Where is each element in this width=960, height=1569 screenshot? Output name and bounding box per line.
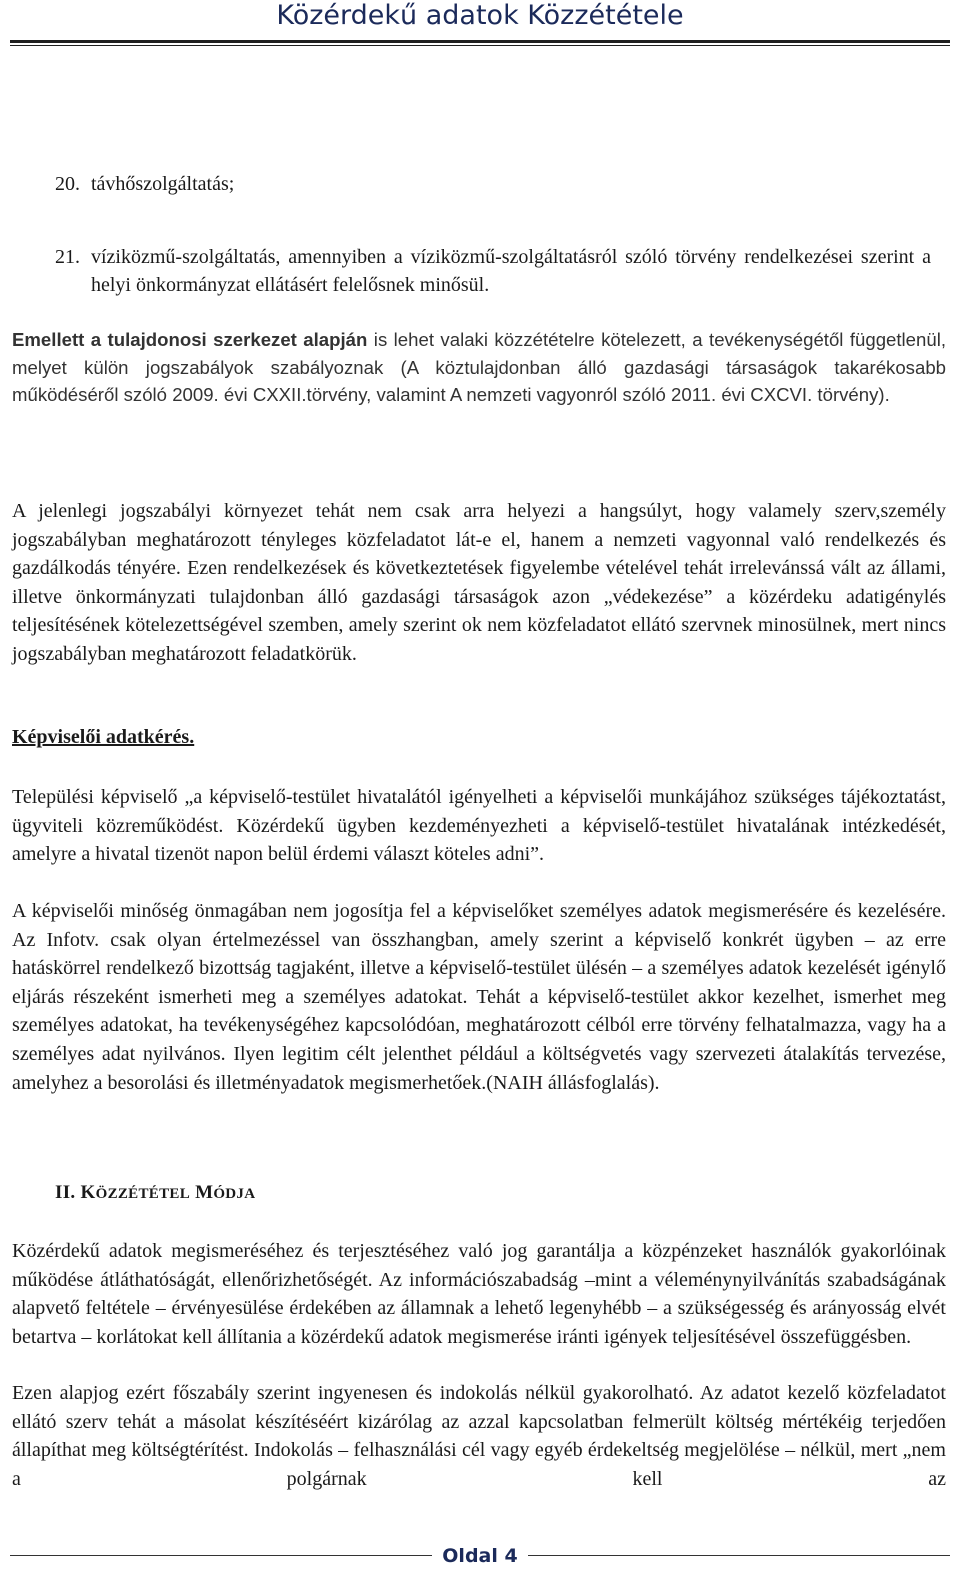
subheading-representative: Képviselői adatkérés. xyxy=(12,726,195,748)
paragraph-public-data-right: Közérdekű adatok megismeréséhez és terjesztéséhez való jog garantálja a közpénzeket használók gyakorlóinak működése átláthatóságát, ellenőrizhetőségét. Az információszabadság –mint a véleménynyilvánítás szabadságának alapvető feltétele – érvényesülése érdekében az államnak a lehető legenyhébb – a szükségesség és arányosság elvét betartva – korlátokat kell állítania a közérdekű adatok megismerése iránti igények teljesítésével összefüggésben. xyxy=(12,1240,946,1348)
section-title-rest-2: ÓDJA xyxy=(213,1186,256,1202)
paragraph-representative-quality: A képviselői minőség önmagában nem jogosítja fel a képviselőket személyes adatok megismerésére és kezelésére. Az Infotv. csak olyan értelmezéssel van összhangban, amely szerint a képviselő konkrét ügyben – az erre hatáskörrel rendelkező bizottság tagjaként, illetve a képviselő-testület ülésén – a személyes adatok kezelését igénylő eljárás részeként ismerheti meg a személyes adatokat. Tehát a képviselő-testület akkor kezelhet, ismerhet meg személyes adatokat, ha tevékenységéhez kapcsolódóan, meghatározott célból erre törvény felhatalmazza, vagy ha a személyes adat nyilvános. Ilyen legitim célt jelenthet például a költségvetés vagy szervezeti átalakítás tervezése, amelyhez a besorolási és illetményadatok megismerhetőek.(NAIH állásfoglalás). xyxy=(12,900,946,1094)
section-cap-k: K xyxy=(80,1182,96,1203)
paragraph-ownership xyxy=(12,326,946,409)
list-text: távhőszolgáltatás; xyxy=(91,173,235,195)
paragraph-bold-lead: Emellett a tulajdonosi szerkezet alapján xyxy=(12,329,368,350)
section-title-rest-1: ÖZZÉTÉTEL xyxy=(95,1186,191,1202)
paragraph-representative-request: Települési képviselő „a képviselő-testület hivatalától igényelheti a képviselői munkájához szükséges tájékoztatást, ügyviteli közreműködést. Közérdekű ügyben kezdeményezheti a képviselő-testület hivatalának intézkedését, amelyre a hivatal tizenöt napon belül érdemi választ köteles adni”. xyxy=(12,786,946,866)
header-title: Közérdekű adatok Közzététele xyxy=(276,0,684,31)
header-rule-thin xyxy=(10,45,950,46)
list-number: 20. xyxy=(55,173,80,195)
page-header xyxy=(0,0,960,44)
page-footer xyxy=(0,1545,960,1567)
section-cap-m: M xyxy=(195,1182,214,1203)
paragraph-legal-environment: A jelenlegi jogszabályi környezet tehát nem csak arra helyezi a hangsúlyt, hogy valamely szerv,személy jogszabályban meghatározott tényleges közfeladatot lát-e el, hanem a nemzeti vagyonnal való rendelkezés és gazdálkodás tényére. Ezen rendelkezések és következtetések figyelembe vételével tehát irrelevánssá vált az állami, illetve önkormányzati tulajdonban álló gazdasági társaságok azon „védekezése” a közérdeku adatigénylés teljesítésének kötelezettségével szemben, amely szerint ok nem közfeladatot ellátó szervnek minosülnek, mert nincs jogszabályban meghatározott feladatkörük. xyxy=(12,500,946,665)
section-heading xyxy=(55,1182,255,1204)
header-rule xyxy=(10,40,950,43)
paragraph-free-of-charge: Ezen alapjog ezért főszabály szerint ingyenesen és indokolás nélkül gyakorolható. Az adatot kezelő közfeladatot ellátó szerv tehát a másolat készítéséért kizárólag az azzal kapcsolatban felmerült költség mértékéig terjedően állapíthat meg költségtérítést. Indokolás – felhasználási cél vagy egyéb érdekeltség megjelölése – nélkül, mert „nem a polgárnak kell az xyxy=(12,1382,946,1490)
list-text: víziközmű-szolgáltatás, amennyiben a víziközmű-szolgáltatásról szóló törvény rendelkezései szerint a helyi önkormányzat ellátásért felelősnek minősül. xyxy=(91,246,931,296)
list-number: 21. xyxy=(55,246,80,268)
paragraph-text: is lehet valaki közzétételre kötelezett, a tevékenységétől függetlenül, melyet külön jogszabályok szabályoznak (A köztulajdonban álló gazdasági társaságok takarékosabb működéséről szóló 2009. évi CXXII.törvény, valamint A nemzeti vagyonról szóló 2011. évi CXCVI. törvény). xyxy=(12,329,947,405)
page-number: Oldal 4 xyxy=(432,1545,527,1567)
section-number: II. xyxy=(55,1182,76,1203)
